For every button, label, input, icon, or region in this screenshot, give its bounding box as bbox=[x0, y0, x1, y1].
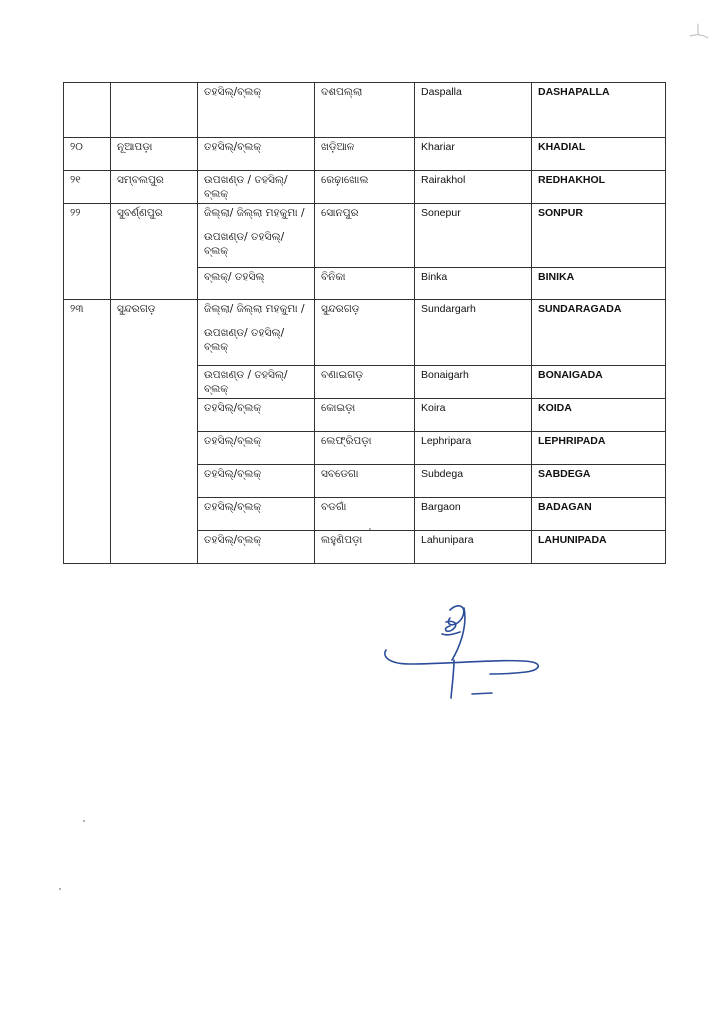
uppercase-name-cell: BADAGAN bbox=[532, 498, 666, 531]
serial-number-cell bbox=[64, 465, 111, 498]
uppercase-name-cell: BONAIGADA bbox=[532, 366, 666, 399]
district-cell bbox=[111, 83, 198, 138]
serial-number-cell bbox=[64, 83, 111, 138]
district-cell bbox=[111, 498, 198, 531]
serial-number-cell bbox=[64, 366, 111, 399]
english-name-cell: Binka bbox=[415, 268, 532, 300]
serial-number-cell bbox=[64, 498, 111, 531]
type-cell: ତହସିଲ୍/ବ୍ଲକ୍ bbox=[198, 399, 315, 432]
odia-name-cell: ଲେଫ୍ରିପଡ଼ା bbox=[315, 432, 415, 465]
type-cell: ତହସିଲ୍/ବ୍ଲକ୍ bbox=[198, 83, 315, 138]
table-row bbox=[64, 432, 666, 465]
district-block-table bbox=[63, 82, 666, 564]
serial-number-cell bbox=[64, 268, 111, 300]
type-cell: ତହସିଲ୍/ବ୍ଲକ୍ bbox=[198, 531, 315, 564]
uppercase-name-cell: KOIDA bbox=[532, 399, 666, 432]
uppercase-name-cell: REDHAKHOL bbox=[532, 171, 666, 204]
odia-name-cell: ବିନିକା bbox=[315, 268, 415, 300]
table-row bbox=[64, 399, 666, 432]
odia-name-cell: ରେଢ଼ାଖୋଲ bbox=[315, 171, 415, 204]
odia-name-cell: ସୁନ୍ଦରଗଡ଼ bbox=[315, 300, 415, 366]
english-name-cell: Sonepur bbox=[415, 204, 532, 268]
district-cell: ସୁନ୍ଦରଗଡ଼ bbox=[111, 300, 198, 366]
english-name-cell: Rairakhol bbox=[415, 171, 532, 204]
english-name-cell: Lephripara bbox=[415, 432, 532, 465]
table-row bbox=[64, 138, 666, 171]
uppercase-name-cell: LEPHRIPADA bbox=[532, 432, 666, 465]
table-row bbox=[64, 171, 666, 204]
type-cell: ଉପଖଣ୍ଡ / ତହସିଲ୍/ବ୍ଲକ୍ bbox=[198, 171, 315, 204]
table-row bbox=[64, 465, 666, 498]
table-row bbox=[64, 366, 666, 399]
table-row bbox=[64, 268, 666, 300]
serial-number-cell bbox=[64, 432, 111, 465]
table-row bbox=[64, 498, 666, 531]
english-name-cell: Daspalla bbox=[415, 83, 532, 138]
corner-pen-mark bbox=[686, 22, 710, 42]
uppercase-name-cell: KHADIAL bbox=[532, 138, 666, 171]
district-cell bbox=[111, 465, 198, 498]
type-cell: ତହସିଲ୍/ବ୍ଲକ୍ bbox=[198, 498, 315, 531]
table-row bbox=[64, 531, 666, 564]
english-name-cell: Bargaon bbox=[415, 498, 532, 531]
district-cell: ନୂଆପଡ଼ା bbox=[111, 138, 198, 171]
english-name-cell: Bonaigarh bbox=[415, 366, 532, 399]
table-row bbox=[64, 204, 666, 268]
type-cell: ତହସିଲ୍/ବ୍ଲକ୍ bbox=[198, 432, 315, 465]
english-name-cell: Lahunipara bbox=[415, 531, 532, 564]
district-cell bbox=[111, 531, 198, 564]
type-cell: ଉପଖଣ୍ଡ / ତହସିଲ୍/ବ୍ଲକ୍ bbox=[198, 366, 315, 399]
odia-name-cell: ଲହୁଣିପଡ଼ା bbox=[315, 531, 415, 564]
scan-speck bbox=[369, 528, 371, 530]
district-cell bbox=[111, 366, 198, 399]
serial-number-cell bbox=[64, 399, 111, 432]
odia-name-cell: ବଡଗାଁ bbox=[315, 498, 415, 531]
handwritten-signature bbox=[380, 598, 550, 708]
type-cell: ଜିଲ୍ଲା/ ଜିଲ୍ଲା ମହକୁମା / ଉପଖଣ୍ଡ/ ତହସିଲ୍/ବ୍ଲକ୍ bbox=[198, 300, 315, 366]
odia-name-cell: ଦଶପଲ୍ଲା bbox=[315, 83, 415, 138]
uppercase-name-cell: SUNDARAGADA bbox=[532, 300, 666, 366]
district-cell bbox=[111, 432, 198, 465]
scan-speck bbox=[83, 820, 85, 822]
type-cell: ତହସିଲ୍/ବ୍ଲକ୍ bbox=[198, 465, 315, 498]
serial-number-cell: ୨୩ bbox=[64, 300, 111, 366]
serial-number-cell: ୨୨ bbox=[64, 204, 111, 268]
uppercase-name-cell: LAHUNIPADA bbox=[532, 531, 666, 564]
uppercase-name-cell: BINIKA bbox=[532, 268, 666, 300]
district-cell bbox=[111, 268, 198, 300]
table-row bbox=[64, 83, 666, 138]
english-name-cell: Khariar bbox=[415, 138, 532, 171]
odia-name-cell: ଖଡ଼ିଆଳ bbox=[315, 138, 415, 171]
district-cell: ସମ୍ବଲପୁର bbox=[111, 171, 198, 204]
uppercase-name-cell: DASHAPALLA bbox=[532, 83, 666, 138]
serial-number-cell: ୨୧ bbox=[64, 171, 111, 204]
odia-name-cell: ବଣାଇଗଡ଼ bbox=[315, 366, 415, 399]
odia-name-cell: କୋଇଡ଼ା bbox=[315, 399, 415, 432]
serial-number-cell: ୨୦ bbox=[64, 138, 111, 171]
uppercase-name-cell: SABDEGA bbox=[532, 465, 666, 498]
type-cell: ଜିଲ୍ଲା/ ଜିଲ୍ଲା ମହକୁମା / ଉପଖଣ୍ଡ/ ତହସିଲ୍/ବ୍ଲକ୍ bbox=[198, 204, 315, 268]
odia-name-cell: ସୋନପୁର bbox=[315, 204, 415, 268]
english-name-cell: Subdega bbox=[415, 465, 532, 498]
district-cell: ସୁବର୍ଣ୍ଣପୁର bbox=[111, 204, 198, 268]
district-cell bbox=[111, 399, 198, 432]
type-cell: ତହସିଲ୍/ବ୍ଲକ୍ bbox=[198, 138, 315, 171]
serial-number-cell bbox=[64, 531, 111, 564]
odia-name-cell: ସବଡେଗା bbox=[315, 465, 415, 498]
english-name-cell: Sundargarh bbox=[415, 300, 532, 366]
english-name-cell: Koira bbox=[415, 399, 532, 432]
uppercase-name-cell: SONPUR bbox=[532, 204, 666, 268]
scan-speck bbox=[59, 888, 61, 890]
table-row bbox=[64, 300, 666, 366]
type-cell: ବ୍ଲକ୍/ ତହସିଲ୍ bbox=[198, 268, 315, 300]
